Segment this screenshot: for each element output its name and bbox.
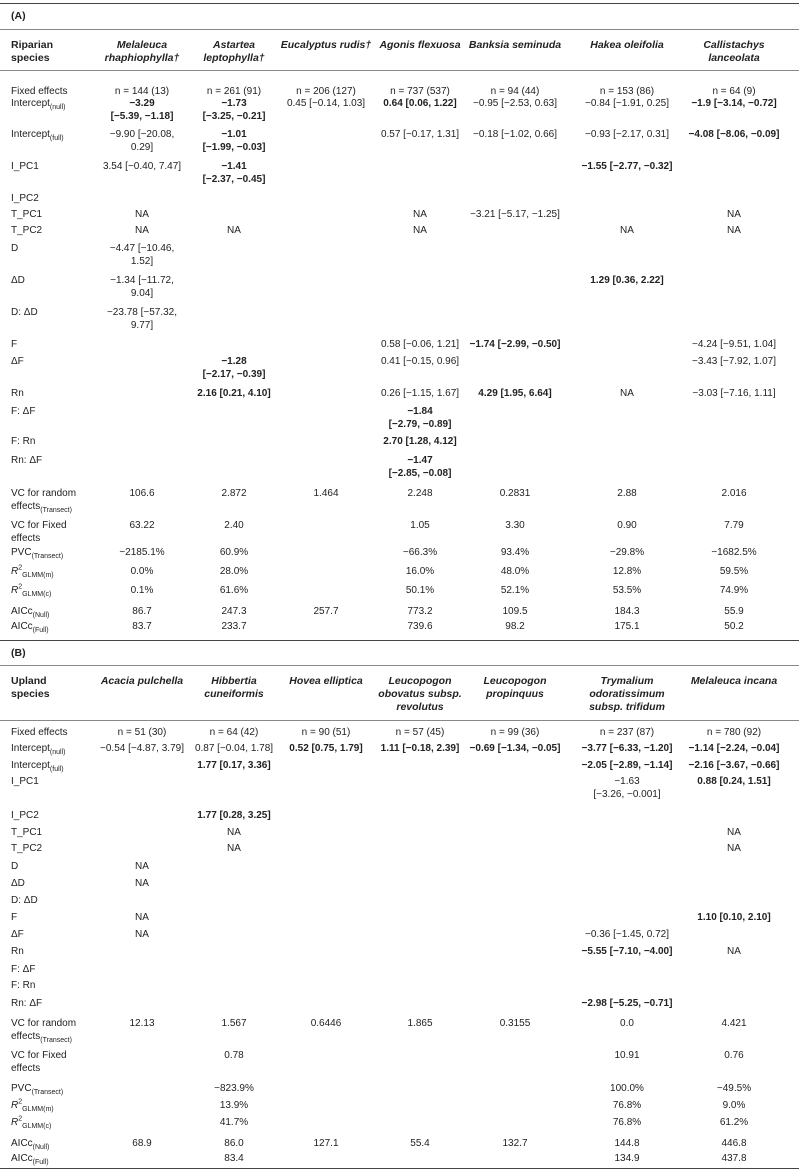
table-cell: 74.9% — [719, 585, 749, 596]
table-cell: −0.95 [−2.53, 0.63] — [473, 98, 557, 109]
row-label — [11, 339, 17, 352]
table-cell: 109.5 — [502, 606, 528, 617]
table-cell: 55.4 — [410, 1138, 430, 1149]
row-label-text: VC for Fixed effects — [11, 520, 67, 544]
table-cell: 0.58 [−0.06, 1.21] — [380, 339, 460, 350]
row-label-text: R — [11, 585, 19, 596]
table-cell: 2.40 — [224, 520, 244, 531]
table-cell: 86.0 — [224, 1138, 244, 1149]
row-label — [11, 129, 64, 142]
table-cell: n = 737 (537) — [390, 86, 450, 97]
row-label — [11, 1050, 67, 1075]
table-cell: 50.2 — [724, 621, 744, 632]
table-cell: n = 64 (42) — [209, 727, 259, 738]
table-cell: 4.29 [1.95, 6.64] — [478, 388, 552, 399]
row-label — [11, 356, 24, 369]
table-cell: 257.7 — [313, 606, 339, 617]
row-label — [11, 161, 39, 174]
table-cell: 48.0% — [500, 566, 530, 577]
table-cell: −0.69 [−1.34, −0.05] — [469, 743, 561, 754]
row-label-text: ΔD — [11, 878, 25, 889]
table-cell: −1682.5% — [711, 547, 757, 558]
table-cell: −1.34 [−11.72, 9.04] — [110, 275, 174, 299]
row-label-text: AICc — [11, 606, 33, 617]
table-cell: 52.1% — [500, 585, 530, 596]
row-label-text: Fixed effects — [11, 86, 68, 97]
row-label-text: I_PC2 — [11, 193, 39, 204]
table-cell: 233.7 — [221, 621, 247, 632]
table-cell: 1.464 — [313, 488, 339, 499]
row-label — [11, 1018, 76, 1043]
row-label-text: Intercept — [11, 129, 50, 140]
row-label-sub: (null) — [49, 749, 66, 756]
row-label-text: T_PC2 — [11, 225, 43, 236]
table-cell: 0.52 [0.75, 1.79] — [289, 743, 363, 754]
row-label-text: Fixed effects — [11, 727, 68, 738]
table-cell: NA — [135, 929, 149, 940]
table-cell: n = 64 (9) — [712, 86, 756, 97]
row-label-sub: (Transect) — [40, 1036, 72, 1044]
row-label-text: I_PC1 — [11, 161, 39, 172]
row-label-text: PVC — [11, 1083, 32, 1094]
row-label-sub: (Transect) — [40, 506, 72, 514]
row-label-text: R — [11, 1117, 19, 1128]
row-label-sub: GLMM(m) — [22, 572, 54, 579]
table-cell: −49.5% — [716, 1083, 752, 1094]
table-cell: 773.2 — [407, 606, 433, 617]
table-cell: 83.4 — [224, 1153, 244, 1164]
table-cell: n = 780 (92) — [706, 727, 762, 738]
row-label-text: VC for random effects — [11, 1018, 77, 1042]
row-label-text: D: ΔD — [11, 895, 38, 906]
table-cell: 16.0% — [405, 566, 435, 577]
row-label-text: D — [11, 861, 19, 872]
row-label-sub: (Null) — [32, 1144, 50, 1151]
row-label — [11, 243, 18, 256]
row-label-text: F — [11, 339, 18, 350]
table-cell: 60.9% — [219, 547, 249, 558]
table-cell: −0.84 [−1.91, 0.25] — [585, 98, 669, 109]
table-cell: −2.98 [−5.25, −0.71] — [581, 998, 673, 1009]
row-label-text: D: ΔD — [11, 307, 38, 318]
row-label-text: R — [11, 566, 19, 577]
table-cell: 1.11 [−0.18, 2.39] — [380, 743, 460, 754]
table-cell: −1.28 [−2.17, −0.39] — [202, 356, 266, 380]
table-cell: 1.10 [0.10, 2.10] — [697, 912, 771, 923]
table-cell: n = 90 (51) — [301, 727, 351, 738]
table-cell: 0.41 [−0.15, 0.96] — [380, 356, 460, 367]
table-cell: −66.3% — [402, 547, 438, 558]
rule-end-b — [0, 1168, 799, 1169]
row-label-text: D — [11, 243, 19, 254]
rule-under-b-label — [0, 665, 799, 666]
table-cell: 2.88 — [617, 488, 637, 499]
table-cell: 76.8% — [612, 1117, 642, 1128]
table-cell: −2.05 [−2.89, −1.14] — [581, 760, 673, 771]
header-species-1: Acacia pulchella — [100, 675, 184, 687]
table-cell: NA — [727, 946, 741, 957]
row-label — [11, 455, 42, 468]
row-label — [11, 760, 64, 773]
row-label-text: VC for Fixed effects — [11, 1050, 67, 1074]
table-cell: 12.8% — [612, 566, 642, 577]
row-label-sub: (full) — [49, 766, 64, 773]
row-label-text: AICc — [11, 1153, 33, 1164]
row-label-text: AICc — [11, 1138, 33, 1149]
row-label-text: Intercept — [11, 743, 50, 754]
panel-a-label: (A) — [11, 10, 26, 22]
table-cell: 0.2831 — [499, 488, 531, 499]
row-label-sub: GLMM(m) — [22, 1106, 54, 1113]
table-cell: 86.7 — [132, 606, 152, 617]
row-label — [11, 998, 42, 1011]
row-label-text: Intercept — [11, 98, 50, 109]
row-label — [11, 388, 24, 401]
table-cell: 50.1% — [405, 585, 435, 596]
header-species-6: Hakea oleifolia — [590, 39, 664, 51]
table-cell: 0.45 [−0.14, 1.03] — [286, 98, 366, 109]
row-label-text: T_PC1 — [11, 209, 43, 220]
row-label — [11, 520, 67, 545]
panel-b-label: (B) — [11, 647, 26, 659]
table-cell: 61.2% — [719, 1117, 749, 1128]
table-cell: n = 57 (45) — [395, 727, 445, 738]
table-cell: 184.3 — [614, 606, 640, 617]
row-label-text: Intercept — [11, 760, 50, 771]
table-cell: 41.7% — [219, 1117, 249, 1128]
table-cell: 4.421 — [721, 1018, 747, 1029]
row-label — [11, 488, 76, 513]
table-cell: 0.64 [0.06, 1.22] — [383, 98, 457, 109]
table-cell: 2.70 [1.28, 4.12] — [383, 436, 457, 447]
table-cell: −1.47 [−2.85, −0.08] — [388, 455, 452, 479]
table-cell: −1.63 [−3.26, −0.001] — [593, 776, 661, 800]
table-cell: 61.6% — [219, 585, 249, 596]
table-cell: 93.4% — [500, 547, 530, 558]
row-label-text: F: Rn — [11, 980, 36, 991]
row-label-text: Rn — [11, 388, 24, 399]
table-cell: n = 144 (13) — [114, 86, 170, 97]
table-cell: NA — [727, 209, 741, 220]
row-label-text: Rn — [11, 946, 24, 957]
table-cell: −2.16 [−3.67, −0.66] — [688, 760, 780, 771]
row-label-text: ΔF — [11, 356, 24, 367]
header-species-7: Melaleuca incana — [690, 675, 778, 687]
table-cell: 1.05 — [410, 520, 430, 531]
table-cell: 98.2 — [505, 621, 525, 632]
table-cell: −1.9 [−3.14, −0.72] — [691, 98, 777, 109]
table-cell: 3.54 [−0.40, 7.47] — [102, 161, 182, 172]
table-cell: −4.08 [−8.06, −0.09] — [688, 129, 780, 140]
table-cell: NA — [413, 225, 427, 236]
table-cell: −0.54 [−4.87, 3.79] — [100, 743, 184, 754]
table-cell: NA — [135, 861, 149, 872]
row-label — [11, 1100, 54, 1113]
table-cell: −1.84 [−2.79, −0.89] — [388, 406, 452, 430]
row-label-sup: 2 — [18, 564, 23, 572]
row-label-text: F: ΔF — [11, 406, 36, 417]
row-label-text: F: Rn — [11, 436, 36, 447]
row-label-sub: (Full) — [32, 1159, 49, 1166]
row-label-text: PVC — [11, 547, 32, 558]
table-cell: −3.03 [−7.16, 1.11] — [692, 388, 776, 399]
table-cell: 134.9 — [614, 1153, 640, 1164]
table-cell: 76.8% — [612, 1100, 642, 1111]
rule-under-a-header — [0, 70, 799, 71]
row-label-text: Rn: ΔF — [11, 998, 43, 1009]
table-cell: 0.0 — [620, 1018, 634, 1029]
row-label-text: Rn: ΔF — [11, 455, 43, 466]
row-label — [11, 275, 25, 288]
table-cell: −3.21 [−5.17, −1.25] — [470, 209, 560, 220]
table-cell: 28.0% — [219, 566, 249, 577]
table-cell: n = 206 (127) — [296, 86, 356, 97]
row-label — [11, 895, 38, 908]
table-cell: −0.93 [−2.17, 0.31] — [585, 129, 669, 140]
table-cell: 55.9 — [724, 606, 744, 617]
table-cell: −4.47 [−10.46, 1.52] — [109, 243, 175, 267]
header-species-4: Agonis flexuosa — [379, 39, 461, 51]
row-label — [11, 929, 24, 942]
table-cell: −1.74 [−2.99, −0.50] — [469, 339, 561, 350]
row-label — [11, 621, 49, 634]
table-cell: −1.55 [−2.77, −0.32] — [581, 161, 673, 172]
table-cell: 1.865 — [407, 1018, 433, 1029]
row-label-sub: GLMM(c) — [22, 591, 52, 598]
row-label-text: T_PC2 — [11, 843, 43, 854]
table-cell: 2.16 [0.21, 4.10] — [197, 388, 271, 399]
table-cell: 1.77 [0.17, 3.36] — [197, 760, 271, 771]
table-cell: −3.43 [−7.92, 1.07] — [692, 356, 776, 367]
header-species-4: Leucopogon obovatus subsp. revolutus — [378, 675, 462, 713]
table-cell: 0.78 — [224, 1050, 244, 1061]
table-cell: 0.0% — [130, 566, 154, 577]
header-species-6: Trymalium odoratissimum subsp. trifidum — [589, 675, 665, 713]
table-cell: 9.0% — [722, 1100, 746, 1111]
row-label-sup: 2 — [18, 1098, 23, 1106]
table-cell: NA — [620, 225, 634, 236]
header-species-2: Astartea leptophylla† — [203, 39, 265, 64]
header-species-5: Leucopogon propinquus — [483, 675, 547, 700]
table-cell: 446.8 — [721, 1138, 747, 1149]
header-species-3: Eucalyptus rudis† — [280, 39, 372, 51]
table-cell: −823.9% — [214, 1083, 254, 1094]
row-label-sub: (Transect) — [31, 553, 64, 560]
table-cell: 3.30 — [505, 520, 525, 531]
table-cell: NA — [620, 388, 634, 399]
row-label — [11, 776, 39, 789]
header-species-group: Riparian species — [11, 39, 54, 64]
row-label-sub: (full) — [49, 135, 64, 142]
row-label-text: VC for random effects — [11, 488, 77, 512]
table-cell: 7.79 — [724, 520, 744, 531]
table-cell: 739.6 — [407, 621, 433, 632]
table-cell: NA — [727, 225, 741, 236]
row-label — [11, 964, 35, 977]
table-cell: 1.77 [0.28, 3.25] — [197, 810, 271, 821]
table-cell: NA — [727, 827, 741, 838]
row-label — [11, 861, 18, 874]
table-cell: n = 261 (91) — [206, 86, 262, 97]
row-label-sub: GLMM(c) — [22, 1123, 52, 1130]
row-label — [11, 406, 35, 419]
table-cell: 0.76 — [724, 1050, 744, 1061]
table-cell: 106.6 — [129, 488, 155, 499]
table-cell: 83.7 — [132, 621, 152, 632]
table-cell: 68.9 — [132, 1138, 152, 1149]
table-cell: −3.77 [−6.33, −1.20] — [581, 743, 673, 754]
table-cell: −3.29 [−5.39, −1.18] — [110, 98, 174, 122]
table-cell: −1.14 [−2.24, −0.04] — [688, 743, 780, 754]
table-cell: 10.91 — [614, 1050, 640, 1061]
row-label — [11, 1138, 49, 1151]
table-cell: −4.24 [−9.51, 1.04] — [692, 339, 776, 350]
table-cell: NA — [413, 209, 427, 220]
table-cell: −0.36 [−1.45, 0.72] — [585, 929, 669, 940]
row-label — [11, 585, 51, 598]
table-cell: n = 153 (86) — [599, 86, 655, 97]
row-label-text: R — [11, 1100, 19, 1111]
table-cell: 0.3155 — [499, 1018, 531, 1029]
row-label — [11, 743, 65, 756]
row-label — [11, 436, 35, 449]
table-cell: NA — [227, 827, 241, 838]
table-cell: NA — [227, 843, 241, 854]
header-species-7: Callistachys lanceolata — [703, 39, 765, 64]
table-cell: −5.55 [−7.10, −4.00] — [581, 946, 673, 957]
table-cell: n = 237 (87) — [599, 727, 655, 738]
row-label — [11, 98, 65, 111]
row-label-text: F: ΔF — [11, 964, 36, 975]
table-cell: 0.26 [−1.15, 1.67] — [380, 388, 460, 399]
rule-end-a — [0, 640, 799, 641]
row-label-sub: (Transect) — [31, 1089, 64, 1096]
table-cell: −23.78 [−57.32, 9.77] — [106, 307, 178, 331]
rule-top-a — [0, 3, 799, 4]
table-cell: −1.41 [−2.37, −0.45] — [202, 161, 266, 185]
table-cell: −0.18 [−1.02, 0.66] — [473, 129, 557, 140]
table-cell: 12.13 — [129, 1018, 155, 1029]
table-cell: 53.5% — [612, 585, 642, 596]
table-cell: 127.1 — [313, 1138, 339, 1149]
row-label-text: AICc — [11, 621, 33, 632]
table-cell: NA — [135, 209, 149, 220]
row-label — [11, 727, 68, 740]
table-cell: n = 99 (36) — [490, 727, 540, 738]
table-cell: NA — [135, 225, 149, 236]
table-cell: 0.57 [−0.17, 1.31] — [380, 129, 460, 140]
table-cell: NA — [727, 843, 741, 854]
table-cell: 2.872 — [221, 488, 247, 499]
row-label — [11, 810, 39, 823]
table-cell: 437.8 — [721, 1153, 747, 1164]
row-label-text: F — [11, 912, 18, 923]
header-species-1: Melaleuca rhaphiophylla† — [104, 39, 180, 64]
table-cell: 13.9% — [219, 1100, 249, 1111]
table-cell: 0.6446 — [310, 1018, 342, 1029]
table-cell: 59.5% — [719, 566, 749, 577]
row-label — [11, 547, 63, 560]
row-label-text: I_PC2 — [11, 810, 39, 821]
rule-under-a-label — [0, 29, 799, 30]
row-label — [11, 1083, 63, 1096]
table-cell: 175.1 — [614, 621, 640, 632]
table-cell: 132.7 — [502, 1138, 528, 1149]
rule-under-b-header — [0, 720, 799, 721]
table-cell: 2.016 — [721, 488, 747, 499]
header-species-5: Banksia seminuda — [468, 39, 562, 51]
table-cell: NA — [227, 225, 241, 236]
row-label-text: T_PC1 — [11, 827, 43, 838]
row-label — [11, 86, 68, 99]
row-label — [11, 980, 35, 993]
table-cell: 144.8 — [614, 1138, 640, 1149]
row-label-sub: (null) — [49, 104, 66, 111]
row-label — [11, 566, 54, 579]
row-label — [11, 843, 42, 856]
row-label-text: ΔD — [11, 275, 25, 286]
row-label-sup: 2 — [18, 1115, 23, 1123]
row-label — [11, 193, 39, 206]
row-label-text: ΔF — [11, 929, 24, 940]
table-cell: −9.90 [−20.08, 0.29] — [109, 129, 175, 153]
row-label-sub: (Full) — [32, 627, 49, 634]
row-label-sup: 2 — [18, 583, 23, 591]
table-cell: 0.88 [0.24, 1.51] — [697, 776, 771, 787]
row-label — [11, 1153, 49, 1166]
row-label — [11, 912, 17, 925]
table-cell: 0.87 [−0.04, 1.78] — [194, 743, 274, 754]
table-cell: n = 51 (30) — [117, 727, 167, 738]
header-species-2: Hibbertia cuneiformis — [204, 675, 264, 700]
table-cell: 0.90 — [617, 520, 637, 531]
table-cell: −2185.1% — [119, 547, 165, 558]
table-cell: 2.248 — [407, 488, 433, 499]
row-label-text: I_PC1 — [11, 776, 39, 787]
header-species-3: Hovea elliptica — [289, 675, 363, 687]
table-cell: −1.73 [−3.25, −0.21] — [202, 98, 266, 122]
row-label — [11, 827, 42, 840]
table-cell: n = 94 (44) — [490, 86, 540, 97]
table-cell: 247.3 — [221, 606, 247, 617]
row-label — [11, 878, 25, 891]
table-cell: 100.0% — [610, 1083, 644, 1094]
table-cell: 0.1% — [130, 585, 154, 596]
row-label — [11, 606, 49, 619]
row-label — [11, 307, 38, 320]
row-label — [11, 209, 42, 222]
table-cell: 63.22 — [129, 520, 155, 531]
table-cell: 1.29 [0.36, 2.22] — [590, 275, 664, 286]
row-label — [11, 225, 42, 238]
table-cell: NA — [135, 878, 149, 889]
header-species-group: Upland species — [11, 675, 50, 700]
row-label — [11, 1117, 51, 1130]
table-cell: −1.01 [−1.99, −0.03] — [202, 129, 266, 153]
table-cell: 1.567 — [221, 1018, 247, 1029]
row-label — [11, 946, 24, 959]
table-cell: −29.8% — [609, 547, 645, 558]
table-cell: NA — [135, 912, 149, 923]
row-label-sub: (Null) — [32, 612, 50, 619]
